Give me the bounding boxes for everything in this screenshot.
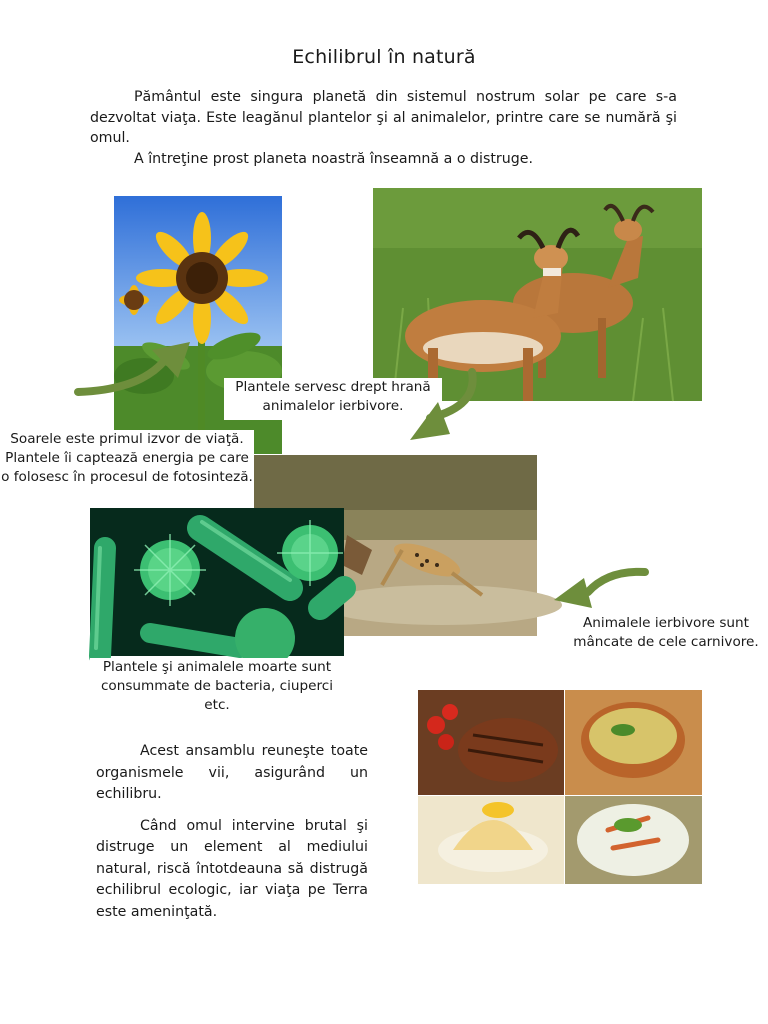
caption-sun: Soarele este primul izvor de viaţă. Plantele îi captează energia pe care o folosesc în procesul de fotosinteză. [0,430,254,508]
curved-arrow-icon [400,366,490,452]
conclusion-paragraph-1: Acest ansamblu reuneşte toate organismele vii, asigurând un echilibru. [96,743,368,802]
bacteria-photo [90,508,344,656]
page-title: Echilibrul în natură [292,46,476,68]
conclusion-text [96,741,368,933]
caption-herbivores: Plantele servesc drept hrană animalelor ierbivore. [224,378,442,420]
intro-paragraph-2: A întreţine prost planeta noastră înseamnă a o distruge. [134,150,533,167]
curved-arrow-icon [548,560,653,615]
intro-paragraph-1: Pământul este singura planetă din sistemul nostrum solar pe care s-a dezvoltat viaţa. Este leagănul plantelor şi al animalelor, printre care se numără şi omul. [90,89,677,146]
food-collage-photo [418,690,702,884]
intro-text [90,87,677,169]
caption-bacteria: Plantele şi animalele moarte sunt consummate de bacteria, ciuperci etc. [90,658,344,702]
conclusion-paragraph-2: Când omul intervine brutal şi distruge un element al mediului natural, riscă întotdeauna să distrugă echilibrul ecologic, iar viaţa pe Terra este ameninţată. [96,817,368,920]
caption-carnivores: Animalele ierbivore sunt mâncate de cele carnivore. [568,614,764,659]
curved-arrow-icon [70,330,200,405]
